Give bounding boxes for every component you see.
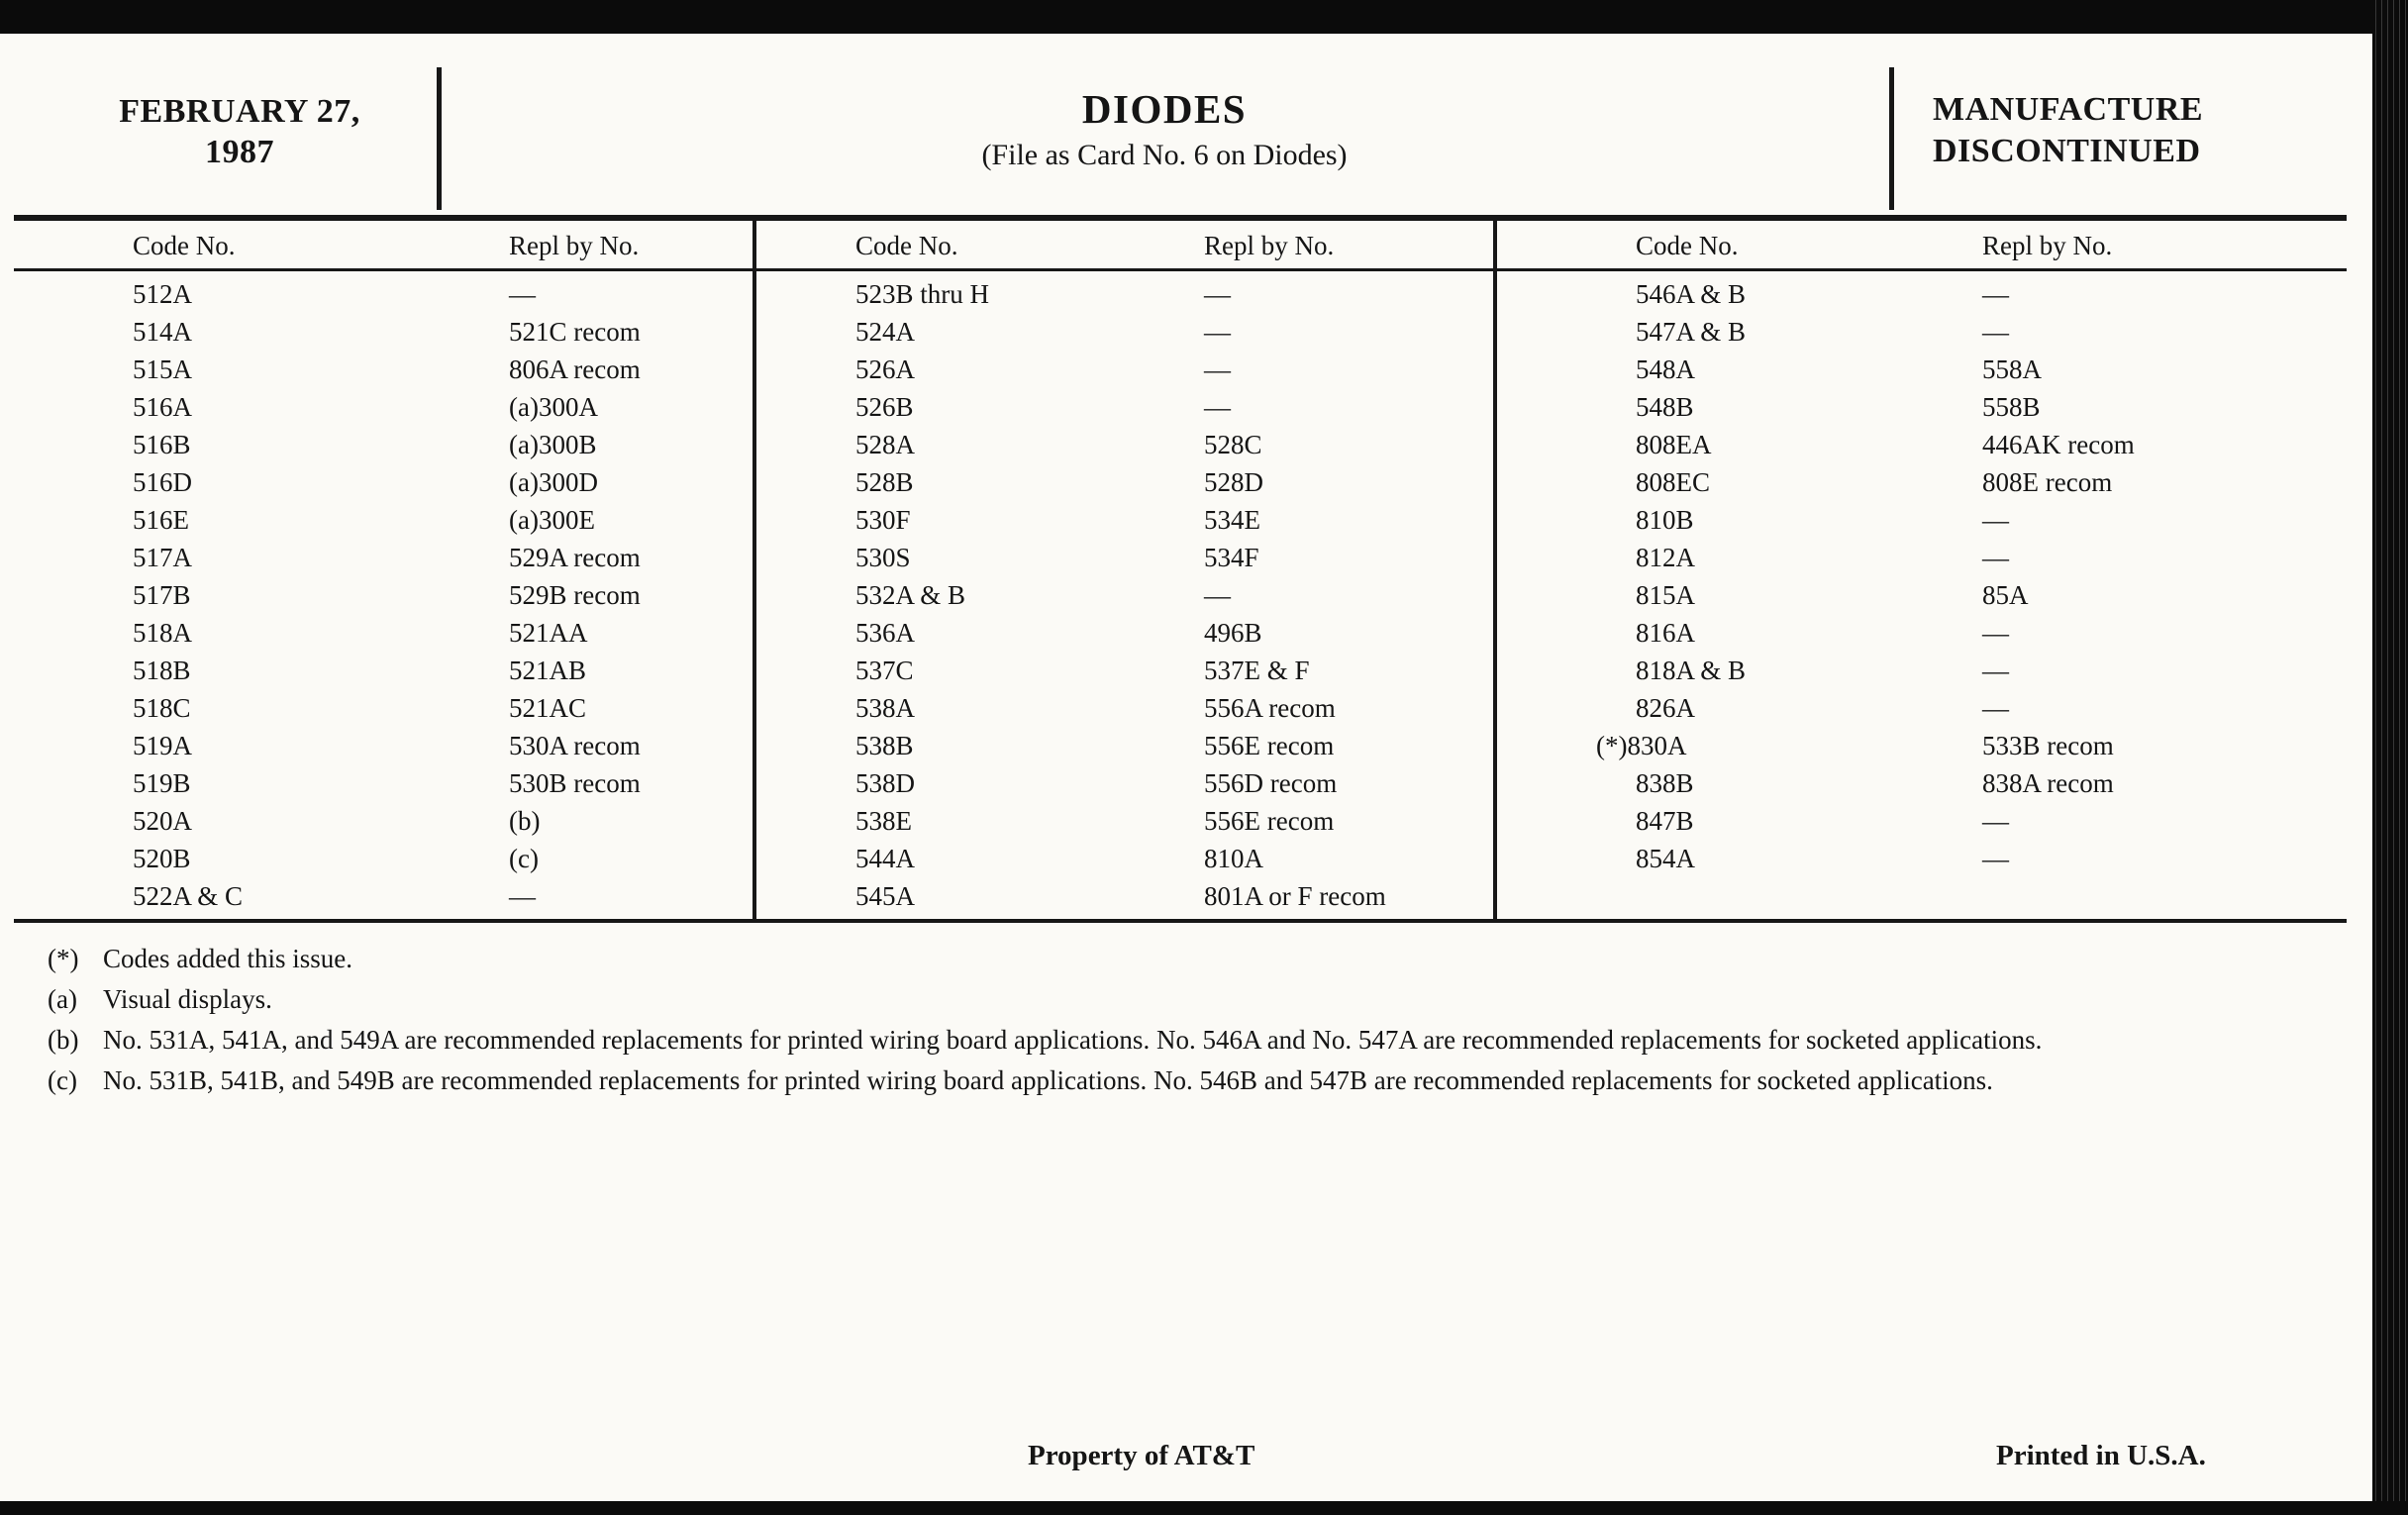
repl-cell: — xyxy=(1204,316,1231,347)
repl-cell: — xyxy=(1982,316,2009,347)
table-group-body xyxy=(1497,271,2347,881)
repl-cell: — xyxy=(509,880,536,911)
repl-cell: — xyxy=(1982,692,2009,723)
code-cell: 808EC xyxy=(1636,466,1711,497)
repl-cell: (a)300A xyxy=(509,391,598,422)
code-cell: 512A xyxy=(133,278,192,309)
code-cell: 528A xyxy=(855,429,915,459)
code-cell: 514A xyxy=(133,316,192,347)
table-row xyxy=(1497,463,2347,501)
code-cell: (*)830A xyxy=(1596,730,1687,760)
repl-by-no-header: Repl by No. xyxy=(1204,231,1335,260)
scan-top-bar xyxy=(0,0,2408,34)
code-cell: 847B xyxy=(1636,805,1694,836)
code-cell: 538B xyxy=(855,730,914,760)
table-row xyxy=(1497,351,2347,388)
repl-cell: 838A recom xyxy=(1982,767,2114,798)
code-cell: 519B xyxy=(133,767,191,798)
footnote-text: No. 531B, 541B, and 549B are recommended replacements for printed wiring board applications. No. 546B and 547B are recommended replacements for socketed applications. xyxy=(103,1065,1993,1095)
code-cell: 520A xyxy=(133,805,192,836)
code-cell: 538D xyxy=(855,767,915,798)
footnotes xyxy=(48,939,2313,1101)
table-row xyxy=(756,275,1493,313)
card-header xyxy=(0,34,2372,215)
repl-cell: — xyxy=(1982,805,2009,836)
code-cell: 538E xyxy=(855,805,912,836)
table-group-body xyxy=(756,271,1493,919)
code-cell: 516E xyxy=(133,504,189,535)
repl-cell: 529B recom xyxy=(509,579,641,610)
table-row xyxy=(756,426,1493,463)
code-cell: 538A xyxy=(855,692,915,723)
repl-cell: 558B xyxy=(1982,391,2041,422)
repl-cell: — xyxy=(1982,617,2009,648)
property-notice: Property of AT&T xyxy=(1028,1440,1255,1471)
code-cell: 517B xyxy=(133,579,191,610)
repl-cell: 521C recom xyxy=(509,316,641,347)
table-row xyxy=(14,802,752,840)
code-cell: 528B xyxy=(855,466,914,497)
table-row xyxy=(756,388,1493,426)
footnote-marker: (*) xyxy=(48,944,79,973)
code-cell: 810B xyxy=(1636,504,1694,535)
repl-cell: — xyxy=(1982,278,2009,309)
table-row xyxy=(1497,802,2347,840)
table-row xyxy=(1497,652,2347,689)
code-cell: 808EA xyxy=(1636,429,1712,459)
code-cell: 530S xyxy=(855,542,911,572)
header-divider-right xyxy=(1889,67,1894,210)
repl-cell: — xyxy=(1204,278,1231,309)
code-cell: 516D xyxy=(133,466,192,497)
table-row xyxy=(14,275,752,313)
repl-cell: 556E recom xyxy=(1204,730,1335,760)
table-row xyxy=(1497,275,2347,313)
code-cell: 516A xyxy=(133,391,192,422)
table-group-1 xyxy=(14,221,752,919)
repl-cell: 521AC xyxy=(509,692,587,723)
table-row xyxy=(756,689,1493,727)
table-row xyxy=(756,840,1493,877)
repl-cell: — xyxy=(1982,504,2009,535)
repl-cell: 446AK recom xyxy=(1982,429,2135,459)
table-row xyxy=(756,576,1493,614)
footnote-text: No. 531A, 541A, and 549A are recommended replacements for printed wiring board applications. No. 546A and No. 547A are recommended replacements for socketed applications. xyxy=(103,1025,2043,1055)
footnote xyxy=(48,979,2313,1020)
code-cell: 826A xyxy=(1636,692,1695,723)
code-cell: 516B xyxy=(133,429,191,459)
code-cell: 816A xyxy=(1636,617,1695,648)
diode-replacement-table xyxy=(14,215,2347,923)
repl-cell: 810A xyxy=(1204,843,1263,873)
issue-date-line1: FEBRUARY 27, xyxy=(119,93,360,130)
repl-cell: 556A recom xyxy=(1204,692,1336,723)
code-cell: 518C xyxy=(133,692,191,723)
code-cell: 518B xyxy=(133,655,191,685)
code-cell: 854A xyxy=(1636,843,1695,873)
table-row xyxy=(14,313,752,351)
code-no-header: Code No. xyxy=(1636,231,1739,260)
repl-cell: (c) xyxy=(509,843,539,873)
code-cell: 548A xyxy=(1636,354,1695,384)
printed-notice: Printed in U.S.A. xyxy=(1996,1440,2206,1471)
code-cell: 548B xyxy=(1636,391,1694,422)
code-cell: 544A xyxy=(855,843,915,873)
table-row xyxy=(756,313,1493,351)
repl-cell: 528D xyxy=(1204,466,1263,497)
repl-cell: (a)300E xyxy=(509,504,595,535)
repl-cell: 533B recom xyxy=(1982,730,2114,760)
repl-cell: 521AB xyxy=(509,655,587,685)
table-row xyxy=(756,501,1493,539)
table-row xyxy=(756,727,1493,764)
repl-cell: (a)300B xyxy=(509,429,597,459)
repl-cell: 521AA xyxy=(509,617,588,648)
code-cell: 815A xyxy=(1636,579,1695,610)
repl-cell: 534E xyxy=(1204,504,1260,535)
repl-by-no-header: Repl by No. xyxy=(509,231,640,260)
repl-by-no-header: Repl by No. xyxy=(1982,231,2113,260)
card-subtitle: (File as Card No. 6 on Diodes) xyxy=(981,139,1348,171)
repl-cell: — xyxy=(1982,542,2009,572)
repl-cell: 556D recom xyxy=(1204,767,1338,798)
table-group-header xyxy=(14,221,752,271)
table-row xyxy=(1497,689,2347,727)
table-row xyxy=(14,388,752,426)
table-row xyxy=(14,576,752,614)
table-row xyxy=(14,764,752,802)
footnote-marker: (c) xyxy=(48,1065,77,1095)
table-row xyxy=(756,351,1493,388)
table-row xyxy=(14,840,752,877)
code-cell: 536A xyxy=(855,617,915,648)
table-row xyxy=(14,539,752,576)
footnote xyxy=(48,1060,2313,1101)
repl-cell: — xyxy=(509,278,536,309)
repl-cell: 528C xyxy=(1204,429,1262,459)
code-cell: 530F xyxy=(855,504,911,535)
repl-cell: 537E & F xyxy=(1204,655,1310,685)
status-line2: DISCONTINUED xyxy=(1933,133,2201,169)
scan-right-edge xyxy=(2370,0,2408,1515)
repl-cell: (a)300D xyxy=(509,466,598,497)
code-cell: 522A & C xyxy=(133,880,244,911)
table-row xyxy=(14,351,752,388)
code-no-header: Code No. xyxy=(133,231,236,260)
repl-cell: 529A recom xyxy=(509,542,641,572)
footnote-marker: (a) xyxy=(48,984,77,1014)
repl-cell: 534F xyxy=(1204,542,1259,572)
table-row xyxy=(14,614,752,652)
code-cell: 532A & B xyxy=(855,579,966,610)
table-row xyxy=(756,614,1493,652)
repl-cell: 808E recom xyxy=(1982,466,2113,497)
repl-cell: — xyxy=(1982,655,2009,685)
repl-cell: 496B xyxy=(1204,617,1262,648)
code-cell: 537C xyxy=(855,655,914,685)
table-row xyxy=(1497,727,2347,764)
table-row xyxy=(1497,764,2347,802)
card-page xyxy=(0,34,2372,1501)
code-cell: 546A & B xyxy=(1636,278,1747,309)
status-line1: MANUFACTURE xyxy=(1933,91,2204,128)
code-cell: 524A xyxy=(855,316,915,347)
code-cell: 523B thru H xyxy=(855,278,989,309)
table-group-body xyxy=(14,271,752,919)
issue-date xyxy=(51,91,428,172)
table-row xyxy=(14,727,752,764)
footnote xyxy=(48,939,2313,979)
table-row xyxy=(756,652,1493,689)
repl-cell: 556E recom xyxy=(1204,805,1335,836)
table-row xyxy=(1497,539,2347,576)
table-row xyxy=(1497,388,2347,426)
status-banner xyxy=(1933,89,2203,172)
footnote-marker: (b) xyxy=(48,1025,79,1055)
table-row xyxy=(1497,501,2347,539)
repl-cell: — xyxy=(1204,354,1231,384)
table-row xyxy=(1497,426,2347,463)
table-row xyxy=(1497,313,2347,351)
repl-cell: 85A xyxy=(1982,579,2029,610)
card-title: DIODES xyxy=(1081,86,1248,132)
table-row xyxy=(1497,614,2347,652)
footnote-text: Visual displays. xyxy=(103,984,272,1014)
code-cell: 838B xyxy=(1636,767,1694,798)
table-row xyxy=(14,501,752,539)
repl-cell: — xyxy=(1982,843,2009,873)
table-group-3 xyxy=(1493,221,2347,919)
repl-cell: 801A or F recom xyxy=(1204,880,1386,911)
table-row xyxy=(14,426,752,463)
footnote xyxy=(48,1020,2313,1060)
table-row xyxy=(756,802,1493,840)
repl-cell: — xyxy=(1204,391,1231,422)
table-group-header xyxy=(1497,221,2347,271)
code-cell: 519A xyxy=(133,730,192,760)
title-block xyxy=(442,85,1887,172)
scan-bottom-bar xyxy=(0,1501,2408,1515)
repl-cell: 558A xyxy=(1982,354,2042,384)
footnote-text: Codes added this issue. xyxy=(103,944,352,973)
code-cell: 518A xyxy=(133,617,192,648)
repl-cell: (b) xyxy=(509,805,541,836)
code-cell: 526A xyxy=(855,354,915,384)
code-cell: 520B xyxy=(133,843,191,873)
repl-cell: 806A recom xyxy=(509,354,641,384)
code-cell: 517A xyxy=(133,542,192,572)
table-row xyxy=(14,689,752,727)
repl-cell: 530B recom xyxy=(509,767,641,798)
code-cell: 818A & B xyxy=(1636,655,1747,685)
table-row xyxy=(14,463,752,501)
table-row xyxy=(756,877,1493,915)
table-row xyxy=(1497,840,2347,877)
table-row xyxy=(1497,576,2347,614)
code-cell: 547A & B xyxy=(1636,316,1747,347)
code-no-header: Code No. xyxy=(855,231,958,260)
code-cell: 812A xyxy=(1636,542,1695,572)
table-row xyxy=(14,652,752,689)
table-row xyxy=(14,877,752,915)
repl-cell: — xyxy=(1204,579,1231,610)
code-cell: 515A xyxy=(133,354,192,384)
table-group-2 xyxy=(752,221,1493,919)
table-row xyxy=(756,764,1493,802)
table-group-header xyxy=(756,221,1493,271)
repl-cell: 530A recom xyxy=(509,730,641,760)
table-row xyxy=(756,463,1493,501)
issue-date-line2: 1987 xyxy=(205,134,274,170)
code-cell: 526B xyxy=(855,391,914,422)
code-cell: 545A xyxy=(855,880,915,911)
table-row xyxy=(756,539,1493,576)
